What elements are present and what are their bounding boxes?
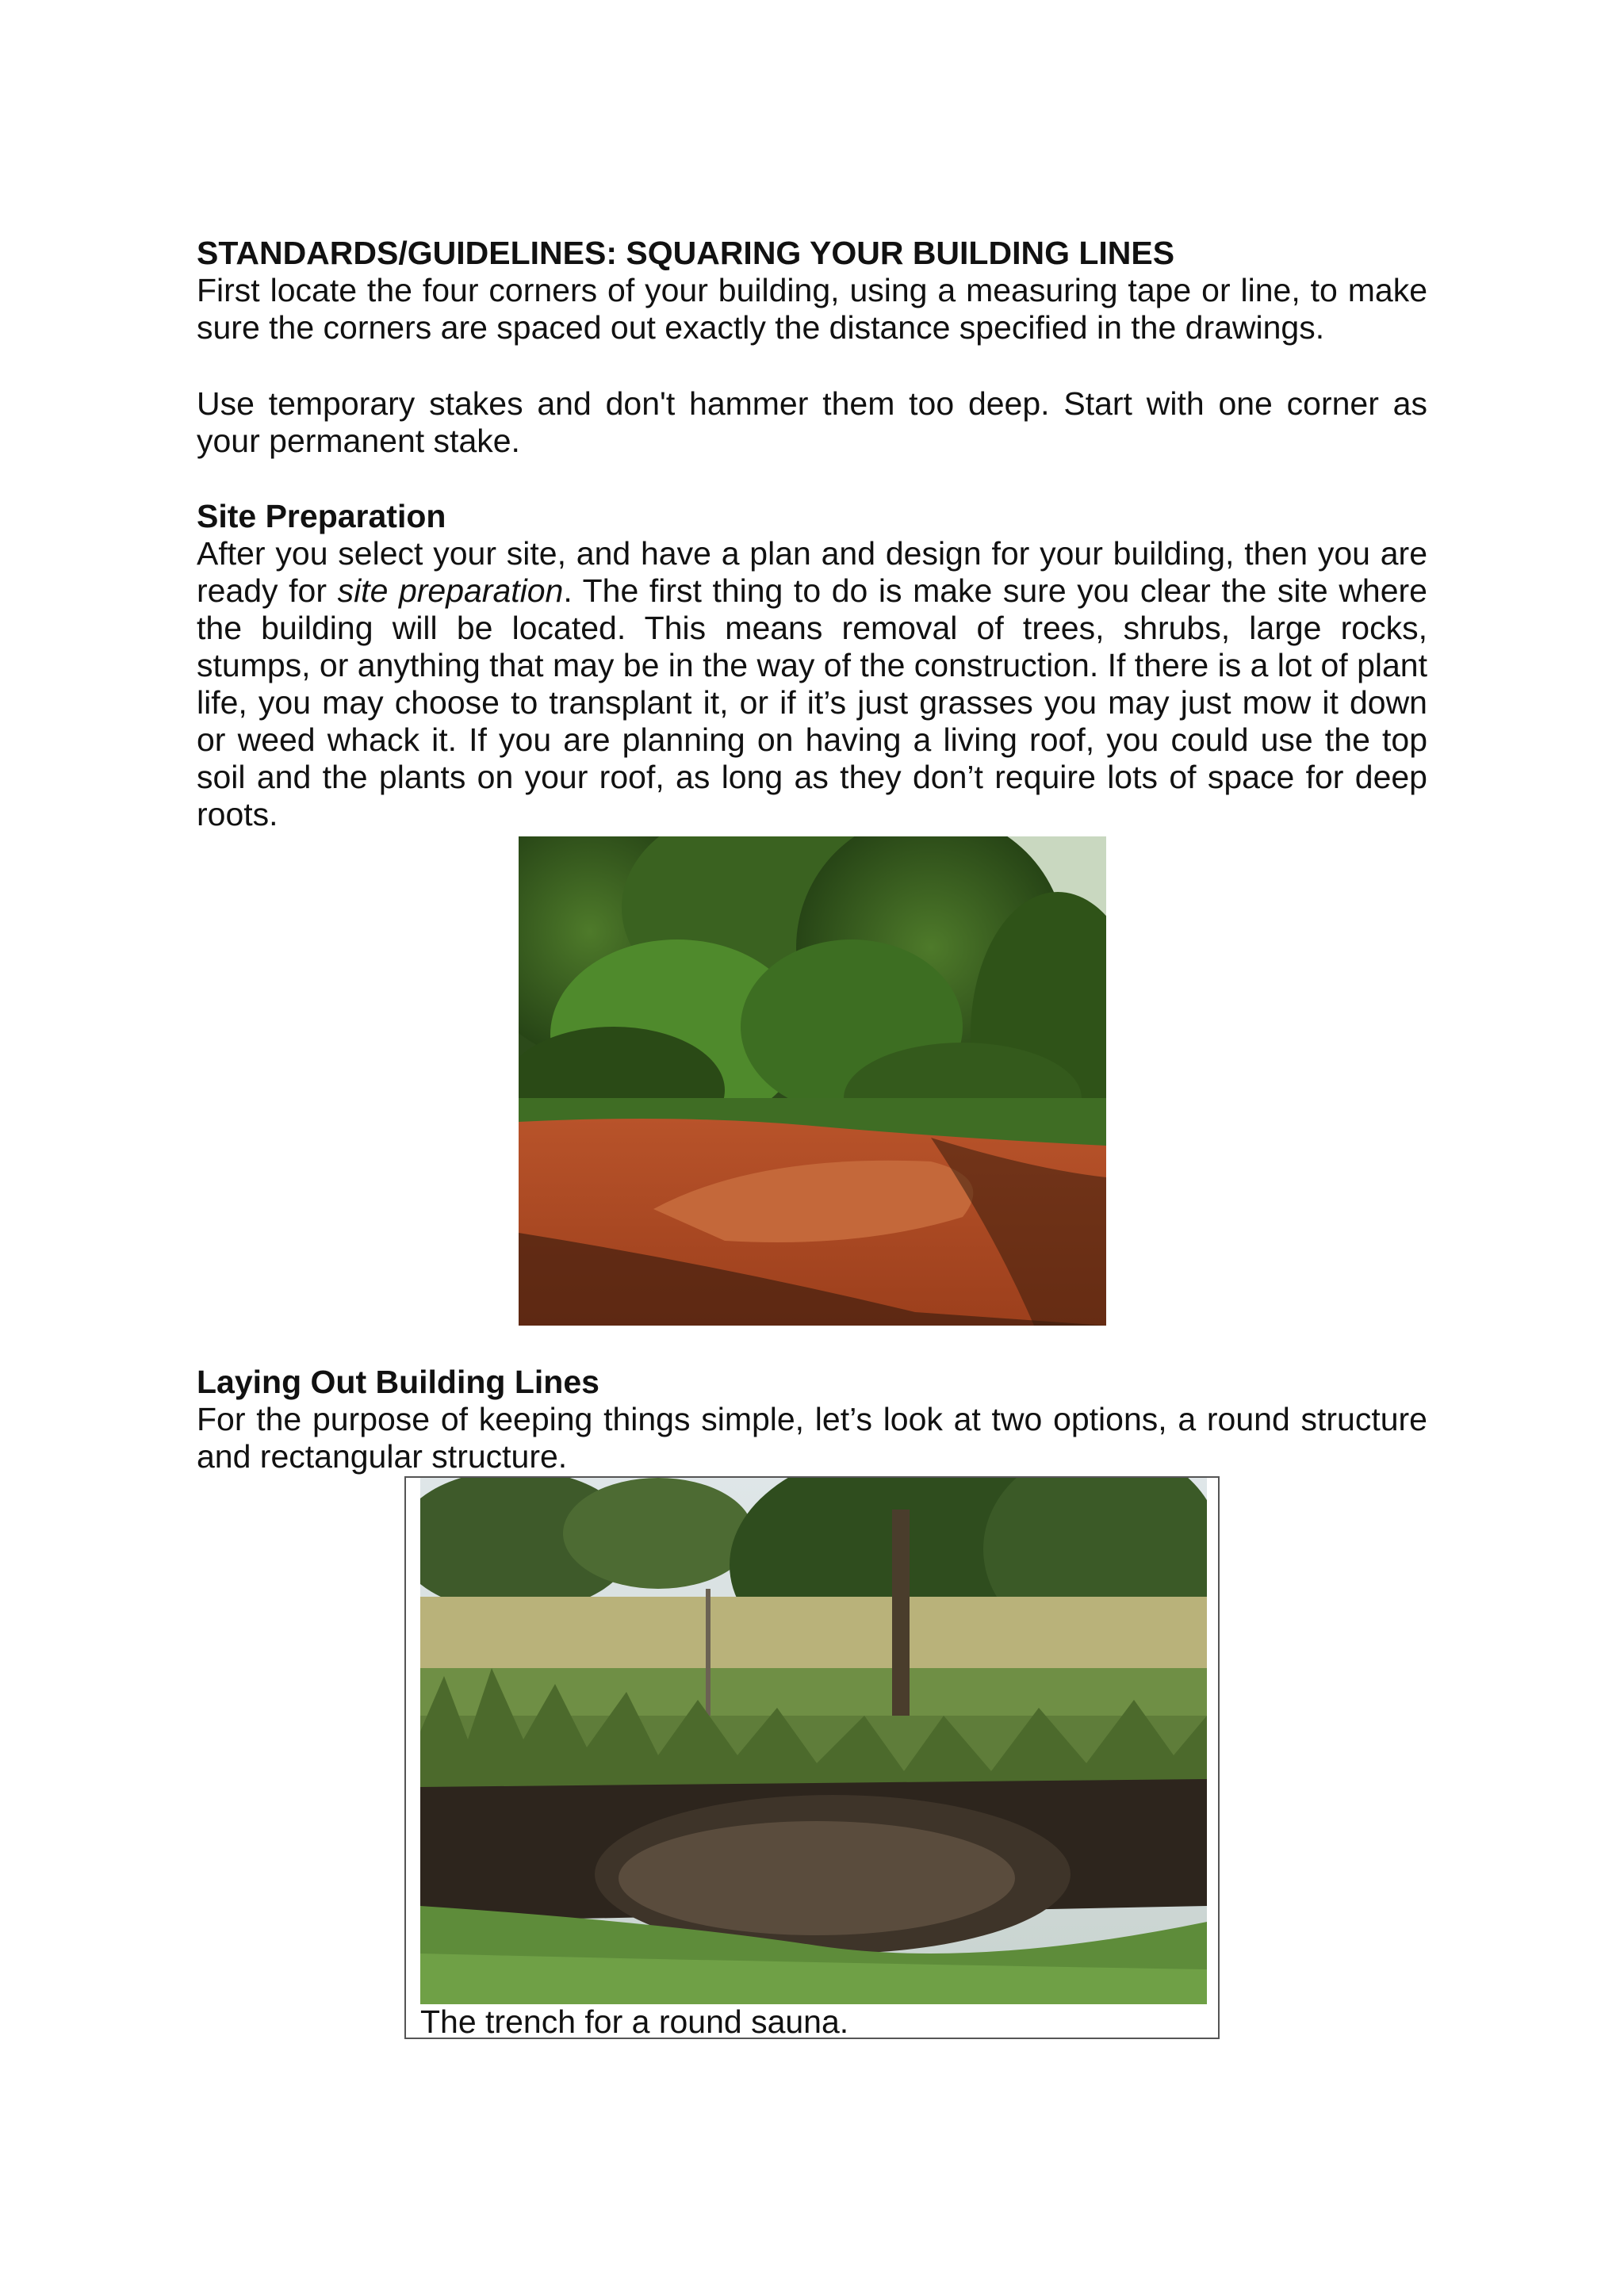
section-heading: STANDARDS/GUIDELINES: SQUARING YOUR BUILDING LINES	[197, 235, 1175, 271]
italic-term: site preparation	[337, 572, 564, 609]
section-heading: Site Preparation	[197, 498, 446, 534]
figure-round-sauna	[404, 1476, 1220, 2039]
paragraph-text: After you select your site, and have a plan and design for your building, then you are ready for	[197, 535, 1427, 609]
paragraph-text: . The first thing to do is make sure you clear the site where the building will be located. This means removal of trees, shrubs, large rocks, stumps, or anything that may be in the way of the construction. If there is a lot of plant life, you may choose to transplant it, or if it’s just grasses you may just mow it down or weed whack it. If you are planning on having a living roof, you could use the top soil and the plants on your roof, as long as they don’t require lots of space for deep roots.	[197, 572, 1427, 832]
section-squaring-building-lines	[197, 235, 1427, 346]
section-laying-out-building-lines	[197, 1364, 1427, 1475]
paragraph-temporary-stakes: Use temporary stakes and don't hammer them too deep. Start with one corner as your permanent stake.	[197, 385, 1427, 459]
round-sauna-trench-photo	[420, 1478, 1207, 2004]
section-site-preparation	[197, 498, 1427, 833]
paragraph-site-preparation	[197, 535, 1427, 833]
section-temporary-stakes	[197, 385, 1427, 460]
cleared-site-photo	[519, 836, 1106, 1326]
figure-caption: The trench for a round sauna.	[420, 2003, 849, 2040]
section-heading: Laying Out Building Lines	[197, 1364, 599, 1400]
paragraph-locate-corners: First locate the four corners of your building, using a measuring tape or line, to make sure the corners are spaced out exactly the distance specified in the drawings.	[197, 272, 1427, 346]
paragraph-laying-out: For the purpose of keeping things simple, let’s look at two options, a round structure and rectangular structure.	[197, 1401, 1427, 1475]
